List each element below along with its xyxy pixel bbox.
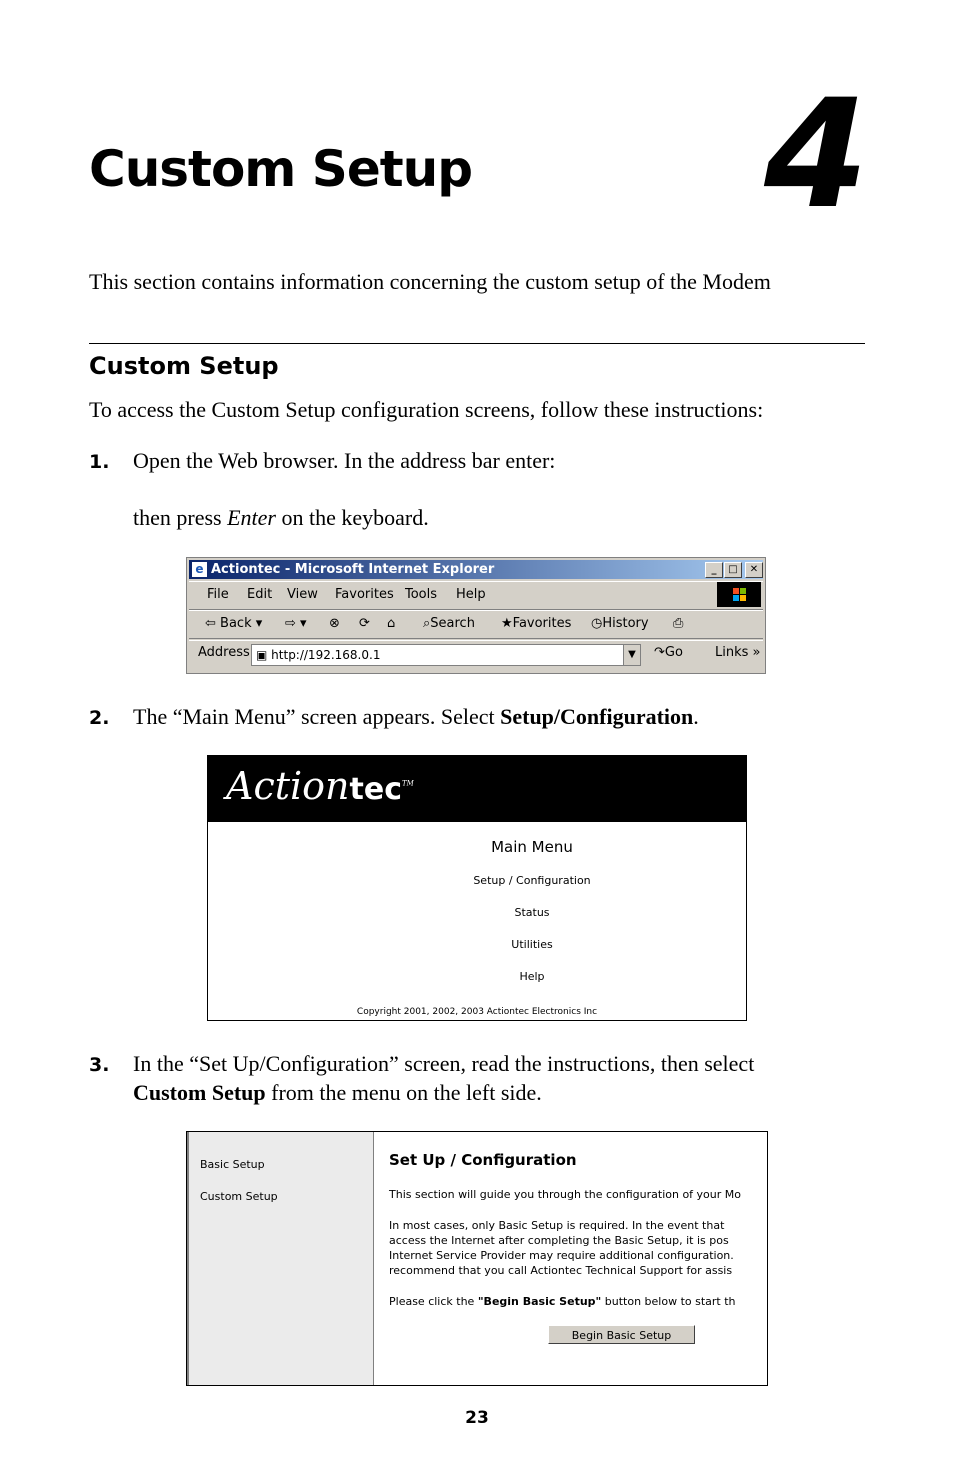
setup-sidebar — [187, 1132, 374, 1385]
forward-button[interactable]: ⇨ ▾ — [285, 616, 307, 631]
setup-paragraph: Please click the "Begin Basic Setup" button below to start th — [389, 1295, 736, 1308]
print-icon[interactable]: ⎙ — [673, 616, 684, 631]
browser-title: Actiontec - Microsoft Internet Explorer — [211, 562, 495, 577]
maximize-icon[interactable]: □ — [724, 562, 742, 578]
section-lead: To access the Custom Setup configuration screens, follow these instructions: — [89, 397, 764, 422]
actiontec-header — [208, 756, 746, 822]
chevron-down-icon[interactable]: ▼ — [623, 645, 640, 665]
sidebar-item-custom-setup[interactable]: Custom Setup — [200, 1190, 278, 1203]
step-number: 3. — [89, 1054, 110, 1076]
address-value: http://192.168.0.1 — [271, 648, 381, 662]
setup-paragraph: This section will guide you through the configuration of your Mo — [389, 1188, 741, 1201]
setup-screenshot — [186, 1131, 768, 1386]
history-button[interactable]: ◷History — [591, 616, 649, 631]
favorites-icon: ★ — [501, 616, 513, 631]
step-text: Open the Web browser. In the address bar enter: — [133, 448, 556, 473]
begin-basic-setup-button[interactable]: Begin Basic Setup — [548, 1325, 695, 1344]
search-button[interactable]: ⌕Search — [423, 616, 475, 631]
go-button[interactable]: ↷Go — [654, 645, 683, 660]
menu-tools[interactable]: Tools — [405, 587, 438, 602]
chapter-intro: This section contains information concerning the custom setup of the Modem — [89, 269, 771, 294]
step-then: then press Enter on the keyboard. — [133, 505, 429, 530]
home-icon[interactable]: ⌂ — [387, 616, 396, 631]
section-heading: Custom Setup — [89, 352, 279, 380]
browser-titlebar — [189, 560, 763, 579]
section-rule — [89, 343, 865, 344]
main-menu-screenshot — [207, 755, 747, 1021]
link-utilities[interactable]: Utilities — [511, 938, 553, 951]
favorites-button[interactable]: ★Favorites — [501, 616, 572, 631]
chapter-number: 4 — [764, 68, 865, 242]
go-arrow-icon: ↷ — [654, 645, 665, 660]
menu-edit[interactable]: Edit — [247, 587, 273, 602]
setup-paragraph: In most cases, only Basic Setup is required. In the event that — [389, 1219, 725, 1232]
setup-content — [389, 1132, 768, 1385]
back-arrow-icon: ⇦ — [205, 616, 216, 631]
link-status[interactable]: Status — [514, 906, 550, 919]
link-setup-configuration[interactable]: Setup / Configuration — [473, 874, 591, 887]
step-number: 1. — [89, 451, 110, 473]
step-text: The “Main Menu” screen appears. Select Setup/Configuration. — [133, 704, 699, 729]
actiontec-logo: Actiontec™ — [226, 764, 414, 808]
chapter-title: Custom Setup — [89, 140, 473, 198]
address-bar — [189, 640, 763, 668]
page-number: 23 — [465, 1408, 489, 1428]
sidebar-item-basic-setup[interactable]: Basic Setup — [200, 1158, 265, 1171]
refresh-icon[interactable]: ⟳ — [359, 616, 370, 631]
windows-logo-icon — [717, 582, 761, 607]
page-icon: ▣ — [256, 648, 268, 662]
setup-paragraph: recommend that you call Actiontec Technical Support for assis — [389, 1264, 733, 1277]
stop-icon[interactable]: ⊗ — [329, 616, 340, 631]
address-input[interactable] — [251, 644, 641, 666]
toolbar — [189, 610, 763, 639]
links-button[interactable]: Links » — [715, 645, 761, 660]
copyright: Copyright 2001, 2002, 2003 Actiontec Electronics Inc — [356, 1007, 598, 1017]
ie-logo-icon: e — [192, 562, 207, 577]
menu-help[interactable]: Help — [456, 587, 486, 602]
setup-paragraph: Internet Service Provider may require additional configuration. — [389, 1249, 734, 1262]
history-icon: ◷ — [591, 616, 603, 631]
menu-view[interactable]: View — [287, 587, 318, 602]
step-text-cont: Custom Setup from the menu on the left side. — [133, 1080, 542, 1105]
step-text: In the “Set Up/Configuration” screen, read the instructions, then select — [133, 1051, 755, 1076]
back-button[interactable]: ⇦ Back ▾ — [205, 616, 263, 631]
link-help[interactable]: Help — [519, 970, 545, 983]
browser-screenshot — [186, 557, 766, 674]
menu-bar — [189, 581, 763, 610]
setup-heading: Set Up / Configuration — [389, 1151, 577, 1169]
menu-favorites[interactable]: Favorites — [335, 587, 394, 602]
search-icon: ⌕ — [423, 616, 431, 631]
menu-file[interactable]: File — [207, 587, 229, 602]
close-icon[interactable]: ✕ — [745, 562, 763, 578]
step-number: 2. — [89, 707, 110, 729]
setup-paragraph: access the Internet after completing the Basic Setup, it is pos — [389, 1234, 729, 1247]
minimize-icon[interactable]: _ — [705, 562, 723, 578]
main-menu-title: Main Menu — [491, 838, 573, 856]
address-label: Address — [198, 645, 250, 660]
